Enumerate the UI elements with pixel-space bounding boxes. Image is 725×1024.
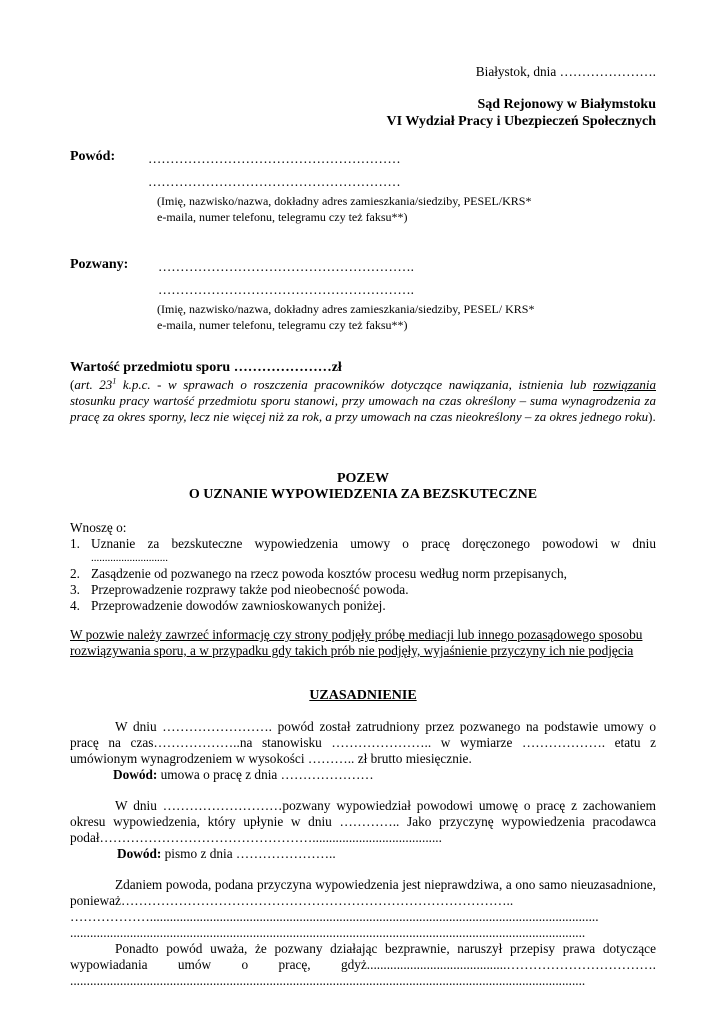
article-text-b: stosunku pracy wartość przedmiotu sporu stanowi, przy umowach na czas określony – suma wynagrodzenia za pracę za okres sporny, lecz nie więcej niż za rok, a przy umowach na czas nieokreślony – za okres jednego roku bbox=[70, 393, 656, 424]
defendant-label: Pozwany: bbox=[70, 257, 129, 272]
p1-proof-text: umowa o pracę z dnia ………………… bbox=[157, 767, 374, 782]
request-item-2: Zasądzenie od pozwanego na rzecz powoda kosztów procesu według norm przepisanych, bbox=[91, 566, 567, 581]
defendant-note-1: (Imię, nazwisko/nazwa, dokładny adres zamieszkania/siedziby, PESEL/ KRS* bbox=[157, 302, 535, 316]
article-ref: art. 23 bbox=[74, 377, 113, 392]
dispute-value-article bbox=[70, 377, 656, 425]
article-close: ). bbox=[648, 409, 656, 424]
request-item-2-num: 2. bbox=[70, 566, 80, 581]
p2-line-1: W dniu ………………………pozwany wypowiedział powodowi umowę o pracę z zachowaniem bbox=[115, 798, 656, 813]
p1-proof-label: Dowód: bbox=[113, 767, 158, 782]
p2-proof-text: pismo z dnia ………………….. bbox=[161, 846, 336, 861]
article-open-paren: ( bbox=[70, 377, 75, 392]
justification-heading: UZASADNIENIE bbox=[309, 688, 417, 703]
mediation-note: W pozwie należy zawrzeć informację czy strony podjęły próbę mediacji lub innego pozasądowego sposobu rozwiązywania sporu, a w przypadku gdy takich prób nie podjęły, wyjaśnienie przyczyny ich nie podjęcia bbox=[70, 627, 643, 658]
p2-line-2: okresu wypowiedzenia, który upłynie w dniu ………….. Jako przyczynę wypowiedzenia pracodawca bbox=[70, 814, 656, 829]
request-item-4-num: 4. bbox=[70, 598, 80, 613]
defendant-line-2: …………………………………………………. bbox=[158, 282, 414, 297]
plaintiff-label: Powód: bbox=[70, 149, 116, 164]
p4-line-3: ........................................................................................................................................................... bbox=[70, 973, 586, 988]
requests-intro: Wnoszę o: bbox=[70, 520, 127, 535]
p2-line-3: podał…………………………………………....................................... bbox=[70, 830, 442, 845]
plaintiff-note-1: (Imię, nazwisko/nazwa, dokładny adres zamieszkania/siedziby, PESEL/KRS* bbox=[157, 194, 532, 208]
court-name: Sąd Rejonowy w Białymstoku bbox=[477, 97, 656, 112]
request-item-3: Przeprowadzenie rozprawy także pod nieobecność powoda. bbox=[91, 582, 409, 597]
plaintiff-line-1: ………………………………………………… bbox=[148, 151, 401, 166]
p2-proof bbox=[117, 846, 336, 862]
article-text-underlined: rozwiązania bbox=[592, 377, 657, 392]
request-item-4: Przeprowadzenie dowodów zawnioskowanych poniżej. bbox=[91, 598, 386, 613]
plaintiff-note-2: e-maila, numer telefonu, telegramu czy też faksu**) bbox=[157, 210, 408, 224]
place-date: Białystok, dnia …………………. bbox=[475, 64, 656, 79]
defendant-line-1: …………………………………………………. bbox=[158, 259, 414, 274]
p2-proof-label: Dowód: bbox=[117, 846, 162, 861]
plaintiff-line-2: ………………………………………………… bbox=[148, 174, 401, 189]
p3-line-1: Zdaniem powoda, podana przyczyna wypowiedzenia jest nieprawdziwa, a ono samo nieuzasadnione, bbox=[115, 877, 656, 892]
document-subtitle: O UZNANIE WYPOWIEDZENIA ZA BEZSKUTECZNE bbox=[188, 487, 538, 502]
article-sup: 1 bbox=[112, 376, 117, 386]
p1-line-2: pracę na czas………………..na stanowisku ………………….. w wymiarze ………………. etatu z bbox=[70, 735, 656, 750]
p3-line-4: ........................................................................................................................................................... bbox=[70, 925, 586, 940]
court-department: VI Wydział Pracy i Ubezpieczeń Społecznych bbox=[386, 114, 656, 129]
p1-line-1: W dniu ……………………. powód został zatrudniony przez pozwanego na podstawie umowy o bbox=[115, 719, 656, 734]
p1-proof bbox=[113, 767, 374, 783]
request-item-1-num: 1. bbox=[70, 536, 80, 551]
p4-line-1: Ponadto powód uważa, że pozwany działając bezprawnie, naruszył przepisy prawa dotyczące bbox=[115, 941, 656, 956]
p3-line-3: ………………....................................................................................................................................... bbox=[70, 909, 599, 924]
document-title: POZEW bbox=[336, 471, 390, 486]
request-item-1-cont: ............................ bbox=[91, 552, 168, 564]
p3-line-2: ponieważ…………………………………………………………………………….. bbox=[70, 893, 514, 908]
p1-line-3: umówionym wynagrodzeniem w wysokości ……….. zł brutto miesięcznie. bbox=[70, 751, 472, 766]
dispute-value-heading: Wartość przedmiotu sporu …………………zł bbox=[70, 360, 342, 375]
article-text-a: k.p.c. - w sprawach o roszczenia pracowników dotyczące nawiązania, istnienia lub bbox=[116, 377, 593, 392]
request-item-1: Uznanie za bezskuteczne wypowiedzenia umowy o pracę doręczonego powodowi w dniu bbox=[91, 536, 656, 551]
request-item-3-num: 3. bbox=[70, 582, 80, 597]
defendant-note-2: e-maila, numer telefonu, telegramu czy też faksu**) bbox=[157, 318, 408, 332]
p4-line-2: wypowiadania umów o pracę, gdyż..........................................……………………………. bbox=[70, 957, 656, 972]
